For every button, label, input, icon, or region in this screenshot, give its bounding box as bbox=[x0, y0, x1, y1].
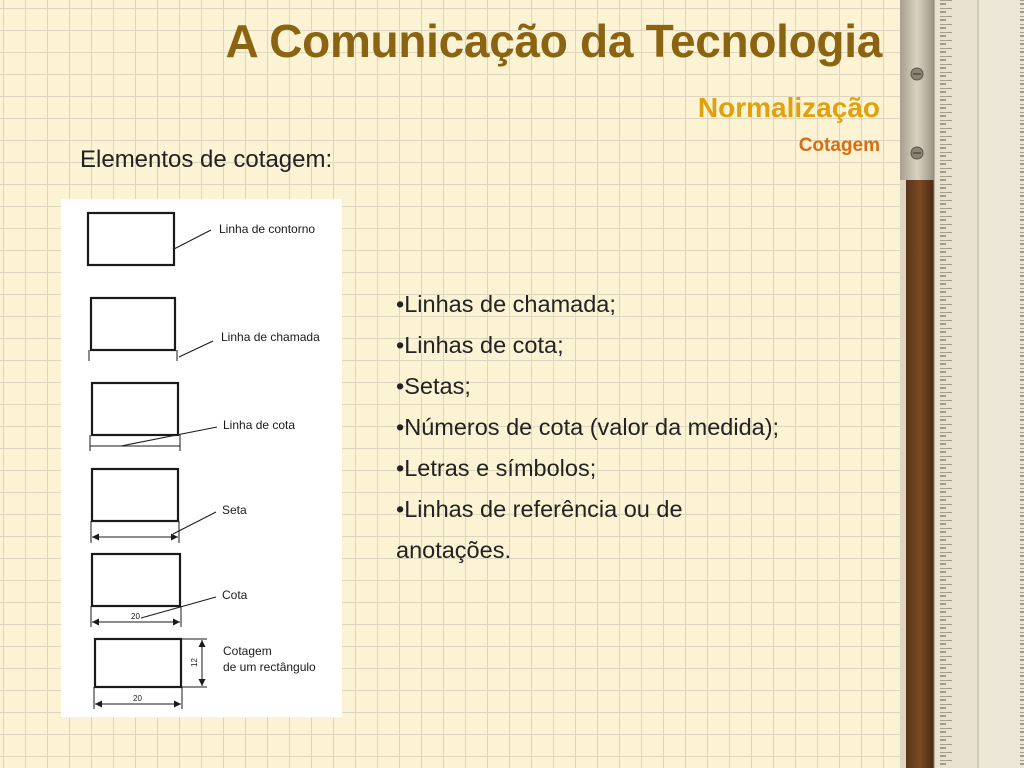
bullet-item: •Letras e símbolos; bbox=[396, 455, 597, 481]
label-extension-line: Linha de chamada bbox=[221, 330, 320, 344]
example-dimension-line bbox=[90, 383, 295, 451]
bullet-item: •Linhas de cota; bbox=[396, 332, 564, 358]
bullet-item: •Setas; bbox=[396, 373, 471, 399]
example-extension-line bbox=[89, 298, 320, 361]
example-dimension-value bbox=[91, 554, 248, 627]
bullet-item: •Números de cota (valor da medida); bbox=[396, 414, 780, 440]
label-contour-line: Linha de contorno bbox=[219, 222, 316, 236]
label-arrowhead: Seta bbox=[222, 503, 247, 517]
bullet-list bbox=[396, 284, 796, 571]
example-rectangle-dimensioning bbox=[94, 639, 316, 709]
ruler-decoration bbox=[900, 0, 1024, 768]
label-dimension-line: Linha de cota bbox=[223, 418, 296, 432]
dimensioning-figure bbox=[61, 199, 342, 717]
label-rectangle-dimensioning-2: de um rectângulo bbox=[223, 660, 316, 674]
slide-subtitle: Normalização bbox=[697, 92, 880, 123]
dimension-number: 20 bbox=[131, 612, 140, 621]
example-arrowhead bbox=[91, 469, 247, 543]
slide-title: A Comunicação da Tecnologia bbox=[225, 15, 882, 67]
bullet-item: •Linhas de referência ou de anotações. bbox=[396, 496, 683, 563]
slide-section-label: Cotagem bbox=[798, 135, 880, 156]
dimension-number-height: 12 bbox=[190, 658, 199, 667]
bullet-item: •Linhas de chamada; bbox=[396, 291, 616, 317]
example-contour-line bbox=[88, 213, 315, 265]
label-dimension-value: Cota bbox=[222, 588, 248, 602]
content-heading: Elementos de cotagem: bbox=[80, 146, 333, 173]
label-rectangle-dimensioning-1: Cotagem bbox=[223, 644, 272, 658]
dimension-number-width: 20 bbox=[133, 694, 142, 703]
